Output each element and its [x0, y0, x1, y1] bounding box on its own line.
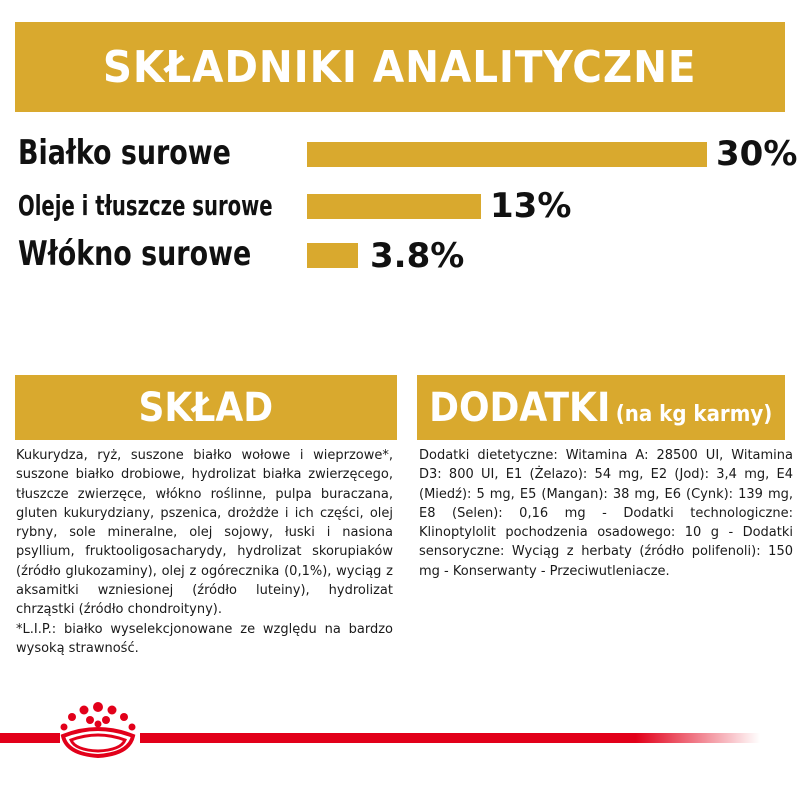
footer-red-line-left	[0, 733, 60, 743]
analytics-label-fiber: Włókno surowe	[18, 234, 252, 274]
dodatki-title: DODATKI	[429, 384, 611, 431]
analytics-value-protein: 30%	[716, 134, 798, 174]
sklad-title: SKŁAD	[138, 384, 274, 431]
sklad-note: *L.I.P.: białko wyselekcjonowane ze względu na bardzo wysoką strawność.	[16, 621, 393, 656]
dodatki-text: Dodatki dietetyczne: Witamina A: 28500 UI, Witamina D3: 800 UI, E1 (Żelazo): 54 mg, E2 (Jod): 3,4 mg, E4 (Miedź): 5 mg, E5 (Mangan): 38 mg, E6 (Cynk): 139 mg, E8 (Selen): 0,16 mg - Dodatki technologiczne: Klinoptylolit pochodzenia osadowego: 10 g - Dodatki sensoryczne: Wyciąg z herbaty (źródło polifenoli): 150 mg - Konserwanty - Przeciwutleniacze.	[419, 448, 793, 579]
royal-canin-crown-logo-icon	[57, 700, 139, 758]
sklad-text: Kukurydza, ryż, suszone białko wołowe i wieprzowe*, suszone białko drobiowe, hydrolizat białka zwierzęcego, tłuszcze zwierzęce, włókno roślinne, pulpa buraczana, gluten kukurydziany, pszenica, drożdże i ich części, olej rybny, sole mineralne, olej sojowy, łuski i nasiona psyllium, fruktooligosacharydy, hydrolizat skorupiaków (źródło glukozaminy), olej z ogórecznika (0,1%), wyciąg z aksamitki wzniesionej (źródło luteiny), hydrolizat chrząstki (źródło chondroityny).	[16, 448, 393, 618]
sklad-header	[15, 375, 397, 440]
analytics-bar-fat	[307, 194, 481, 219]
analytics-value-fiber: 3.8%	[370, 236, 465, 276]
dodatki-header	[417, 375, 785, 440]
dodatki-title-wrap	[429, 385, 772, 431]
dodatki-subtitle: (na kg karmy)	[616, 401, 773, 427]
header-banner	[15, 22, 785, 112]
analytics-bar-fiber	[307, 243, 358, 268]
analytics-label-fat: Oleje i tłuszcze surowe	[18, 189, 273, 222]
analytics-label-protein: Białko surowe	[18, 133, 231, 173]
header-title: SKŁADNIKI ANALITYCZNE	[103, 41, 697, 93]
footer-red-line-right	[140, 733, 760, 743]
analytics-value-fat: 13%	[490, 186, 572, 226]
analytics-bar-protein	[307, 142, 707, 167]
sklad-body	[16, 446, 393, 658]
